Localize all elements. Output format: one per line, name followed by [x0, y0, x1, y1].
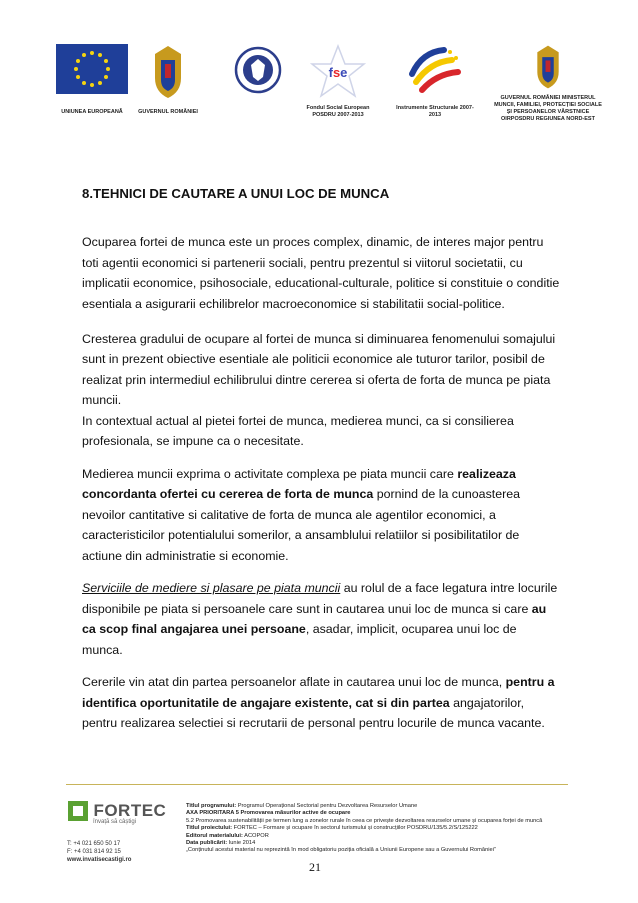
- paragraph: Medierea muncii exprima o activitate complexa pe piata muncii care realizeaza concordanta ofertei cu cererea de forta de munca pornind de la cunoasterea nevoilor cantitative si calitative de forta de munca ale agentilor economici, a caracteristicilor potentialului somerilor, a ansamblului relatiilor si posibilitatilor de actiune din administratie si economie.: [82, 466, 521, 563]
- header-logo-strip: [46, 44, 606, 140]
- government-logo: [138, 44, 198, 116]
- emphasis-italic: Serviciile de mediere si plasare pe piata muncii: [82, 581, 341, 595]
- paragraph: In contextual actual al pietei fortei de munca, medierea munci, ca si consilierea profesionala, se impune ca o necesitate.: [82, 413, 514, 448]
- logo-caption: GUVERNUL ROMÂNIEI: [138, 109, 198, 115]
- page-number: 21: [309, 860, 321, 874]
- romania-coat-of-arms-icon: [533, 44, 563, 90]
- ministry-logo: [231, 44, 285, 101]
- paragraph: Cresterea gradului de ocupare al fortei de munca si diminuarea fenomenului somajului sunt in prezent obiective esentiale ale politicii economice ale tuturor tarilor, posibil de realizat prin intermediul echilibrului dintre cererea si oferta de forta de munca pe piata muncii.: [82, 331, 556, 407]
- info-line: Titlul proiectului: FORTEC – Formare și ocupare în sectorul turismului și construcțiilor POSDRU/135/5.2/S/125222: [186, 825, 478, 832]
- paragraph: Cererile vin atat din partea persoanelor aflate in cautarea unui loc de munca, pentru a identifica oportunitatile de angajare existente, cat si din partea angajatorilor, pentru realizarea selectiei si recrutarii de personal pentru locurile de munca vacante.: [82, 675, 555, 730]
- emphasis: au ca scop final angajarea unei persoane: [82, 601, 547, 636]
- phone: T: +4 021 650 50 17: [67, 841, 121, 847]
- svg-text:fse: fse: [328, 65, 348, 80]
- paragraph: Ocuparea fortei de munca este un proces complex, dinamic, de interes major pentru toti agentii economici si partenerii sociali, pentru prezentul si viitorul societatii, cu implicatii economice, psihosociale, educational-culturale, politice si constituie o conditie esentiala a asigurarii echilibrelor macroeconomice si stabilitatii social-politice.: [82, 235, 560, 311]
- info-line: Editorul materialului: ACOPOR: [186, 832, 269, 839]
- info-line: AXA PRIORITARA 5 Promovarea măsurilor active de ocupare: [186, 810, 351, 817]
- structural-instruments-logo-icon: [404, 44, 466, 100]
- info-line: „Conținutul acestui material nu reprezintă în mod obligatoriu poziția oficială a Uniunii Europene sau a Guvernului României”: [186, 847, 496, 854]
- fortec-brand: FORTEC: [93, 801, 167, 820]
- info-line: 5.2 Promovarea sustenabilității pe termen lung a zonelor rurale în ceea ce privește dezvoltarea resurselor umane și ocuparea forței de muncă: [186, 817, 543, 824]
- structural-instruments-logo: [394, 44, 476, 119]
- project-info: [186, 803, 586, 855]
- fse-logo: [298, 44, 378, 119]
- website-link[interactable]: www.invatisecastigi.ro: [67, 857, 132, 863]
- contact-info: [67, 840, 131, 864]
- fax: F: +4 031 814 92 15: [67, 849, 121, 855]
- fortec-square-icon: [67, 800, 89, 822]
- logo-caption: Fondul Social European POSDRU 2007-2013: [306, 105, 370, 118]
- info-line: Titlul programului: Programul Operațional Sectorial pentru Dezvoltarea Resurselor Umane: [186, 803, 418, 809]
- eu-flag-icon: [56, 44, 128, 94]
- ministry-seal-icon: [234, 44, 282, 96]
- eu-logo: [46, 44, 138, 116]
- emphasis: realizeaza concordanta ofertei cu cererea de forta de munca: [82, 466, 516, 501]
- fortec-logo: [67, 800, 166, 825]
- logo-caption: GUVERNUL ROMÂNIEI MINISTERUL MUNCII, FAMILIEI, PROTECȚIEI SOCIALE ȘI PERSOANELOR VÂRSTNICE OIRPOSDRU REGIUNEA NORD-EST: [494, 95, 602, 122]
- footer-divider: [66, 784, 568, 785]
- emphasis: pentru a identifica oportunitatile de angajare existente, cat si din partea: [82, 675, 555, 710]
- fse-star-logo-icon: [308, 44, 368, 100]
- romania-coat-of-arms-icon: [151, 44, 185, 100]
- logo-caption: Instrumente Structurale 2007-2013: [396, 105, 474, 118]
- section-heading: 8.TEHNICI DE CAUTARE A UNUI LOC DE MUNCA: [82, 186, 390, 201]
- ministry-labor-logo: [492, 44, 604, 123]
- document-body: [82, 232, 560, 734]
- fortec-tagline: învață să câștigi: [93, 819, 137, 825]
- logo-caption: UNIUNEA EUROPEANĂ: [61, 109, 123, 115]
- info-line: Data publicării: Iunie 2014: [186, 840, 256, 847]
- paragraph: Serviciile de mediere si plasare pe piata muncii au rolul de a face legatura intre locurile disponibile pe piata si persoanele care sunt in cautarea unui loc de munca si care au ca scop final angajarea unei persoane, asadar, implicit, ocuparea unui loc de munca.: [82, 581, 558, 657]
